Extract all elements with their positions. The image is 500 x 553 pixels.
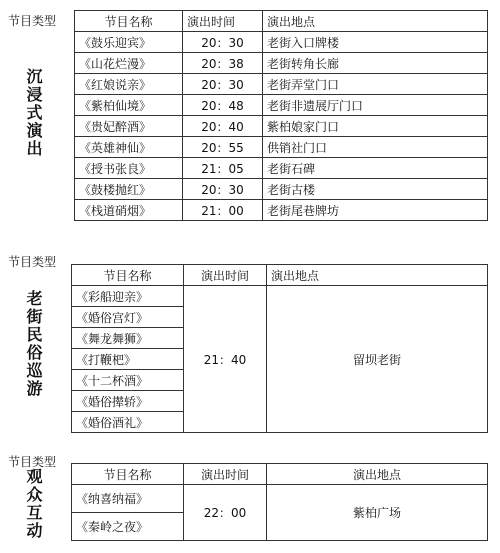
header-name: 节目名称 <box>72 265 184 286</box>
program-name: 《山花烂漫》 <box>75 53 183 74</box>
program-place: 老街古楼 <box>263 179 488 200</box>
program-name: 《婚俗酒礼》 <box>72 412 184 433</box>
header-place: 演出地点 <box>267 464 488 485</box>
header-time: 演出时间 <box>183 11 263 32</box>
program-time: 20：30 <box>183 74 263 95</box>
section-3-type-label: 节目类型 <box>8 455 57 469</box>
section-1-table <box>74 10 488 221</box>
table-row <box>75 200 488 221</box>
table-row <box>75 74 488 95</box>
table-row <box>75 179 488 200</box>
header-place: 演出地点 <box>267 265 488 286</box>
program-name: 《纳喜纳福》 <box>72 485 184 513</box>
table-row <box>75 53 488 74</box>
program-place: 老街尾巷牌坊 <box>263 200 488 221</box>
program-place: 老街石碑 <box>263 158 488 179</box>
section-3-table <box>71 463 488 541</box>
program-name: 《授书张良》 <box>75 158 183 179</box>
table-header-row <box>75 11 488 32</box>
header-name: 节目名称 <box>75 11 183 32</box>
program-time: 21：00 <box>183 200 263 221</box>
program-place: 老街非遗展厅门口 <box>263 95 488 116</box>
program-time: 20：48 <box>183 95 263 116</box>
program-name: 《紫柏仙境》 <box>75 95 183 116</box>
shared-time: 21：40 <box>184 286 267 433</box>
table-row <box>75 116 488 137</box>
program-time: 20：55 <box>183 137 263 158</box>
program-name: 《打鞭杷》 <box>72 349 184 370</box>
header-time: 演出时间 <box>184 464 267 485</box>
shared-time: 22：00 <box>184 485 267 541</box>
table-row <box>75 95 488 116</box>
program-name: 《彩船迎亲》 <box>72 286 184 307</box>
table-row <box>75 32 488 53</box>
section-1-type-label: 节目类型 <box>8 14 57 28</box>
program-time: 21：05 <box>183 158 263 179</box>
program-name: 《红娘说亲》 <box>75 74 183 95</box>
program-place: 紫柏娘家门口 <box>263 116 488 137</box>
program-name: 《英雄神仙》 <box>75 137 183 158</box>
table-row <box>72 286 488 307</box>
header-time: 演出时间 <box>184 265 267 286</box>
program-name: 《鼓楼抛红》 <box>75 179 183 200</box>
program-name: 《鼓乐迎宾》 <box>75 32 183 53</box>
table-row <box>72 485 488 513</box>
program-name: 《栈道硝烟》 <box>75 200 183 221</box>
program-time: 20：30 <box>183 179 263 200</box>
table-header-row <box>72 265 488 286</box>
table-row <box>75 137 488 158</box>
program-name: 《婚俗撵轿》 <box>72 391 184 412</box>
program-place: 老街弄堂门口 <box>263 74 488 95</box>
section-3-category: 观众互动 <box>24 468 43 540</box>
header-name: 节目名称 <box>72 464 184 485</box>
table-header-row <box>72 464 488 485</box>
section-2-table <box>71 264 488 433</box>
program-place: 老街转角长廊 <box>263 53 488 74</box>
program-time: 20：38 <box>183 53 263 74</box>
program-place: 供销社门口 <box>263 137 488 158</box>
program-name: 《婚俗宫灯》 <box>72 307 184 328</box>
section-1-category: 沉浸式演出 <box>24 68 43 158</box>
shared-place: 留坝老街 <box>267 286 488 433</box>
program-name: 《十二杯酒》 <box>72 370 184 391</box>
section-2-category: 老街民俗巡游 <box>24 290 43 398</box>
program-time: 20：40 <box>183 116 263 137</box>
header-place: 演出地点 <box>263 11 488 32</box>
program-name: 《舞龙舞狮》 <box>72 328 184 349</box>
table-row <box>75 158 488 179</box>
program-time: 20：30 <box>183 32 263 53</box>
program-name: 《秦岭之夜》 <box>72 513 184 541</box>
shared-place: 紫柏广场 <box>267 485 488 541</box>
program-place: 老街入口牌楼 <box>263 32 488 53</box>
section-2-type-label: 节目类型 <box>8 255 57 269</box>
program-name: 《贵妃醉酒》 <box>75 116 183 137</box>
